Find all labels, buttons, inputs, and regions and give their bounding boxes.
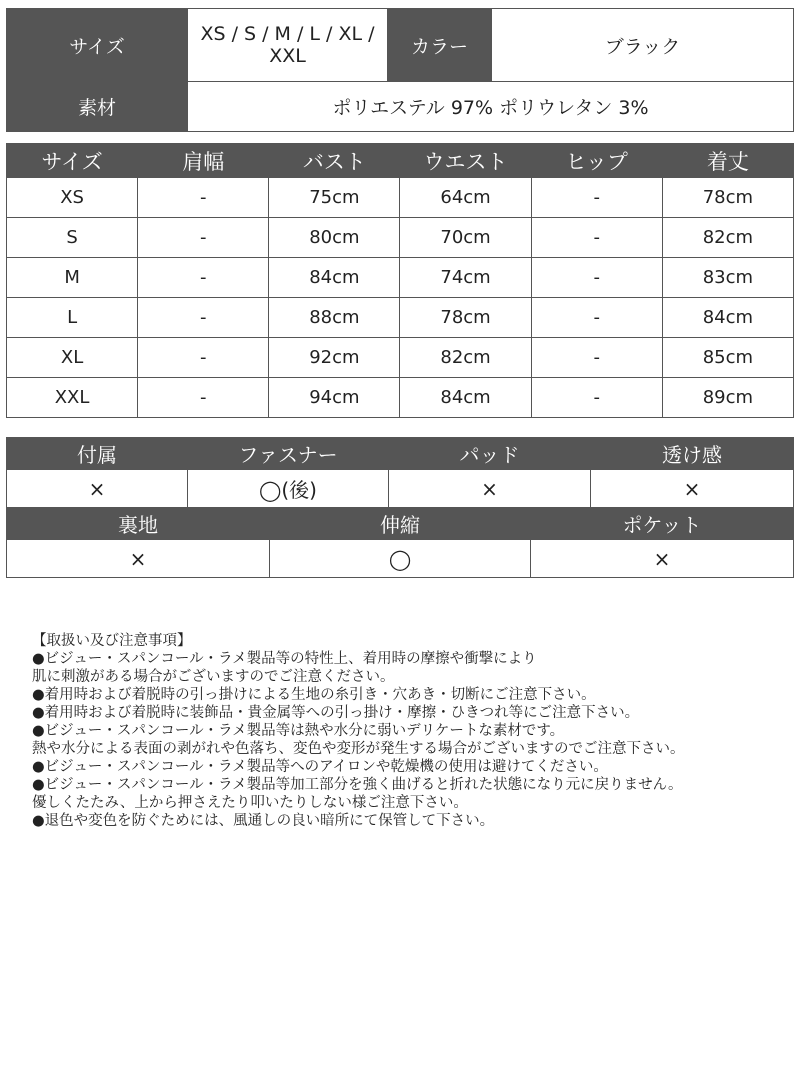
size-header: サイズ bbox=[7, 144, 138, 178]
length-cell: 89cm bbox=[662, 378, 793, 418]
shoulder-cell: - bbox=[138, 378, 269, 418]
size-header: 肩幅 bbox=[138, 144, 269, 178]
length-cell: 82cm bbox=[662, 218, 793, 258]
size-cell: L bbox=[7, 298, 138, 338]
option-value-zipper: ◯(後) bbox=[188, 470, 389, 508]
notes-title: 【取扱い及び注意事項】 bbox=[32, 633, 192, 649]
option-header-sheer: 透け感 bbox=[591, 438, 794, 470]
option-value-pad: × bbox=[389, 470, 591, 508]
options-header-row-2 bbox=[7, 508, 794, 540]
waist-cell: 74cm bbox=[400, 258, 531, 298]
shoulder-cell: - bbox=[138, 298, 269, 338]
table-row bbox=[7, 378, 794, 418]
size-table-header bbox=[7, 144, 794, 178]
hip-cell: - bbox=[531, 258, 662, 298]
size-cell: XL bbox=[7, 338, 138, 378]
color-value: ブラック bbox=[492, 9, 794, 82]
note-line: ●ビジュー・スパンコール・ラメ製品等へのアイロンや乾燥機の使用は避けてください。 bbox=[32, 759, 608, 775]
waist-cell: 64cm bbox=[400, 178, 531, 218]
option-header-zipper: ファスナー bbox=[188, 438, 389, 470]
waist-cell: 78cm bbox=[400, 298, 531, 338]
option-header-pocket: ポケット bbox=[531, 508, 794, 540]
spec-row-material bbox=[7, 82, 794, 132]
size-header: バスト bbox=[269, 144, 400, 178]
note-line: 優しくたたみ、上から押さえたり叩いたりしない様ご注意下さい。 bbox=[32, 795, 468, 811]
note-line: ●ビジュー・スパンコール・ラメ製品等加工部分を強く曲げると折れた状態になり元に戻りません。 bbox=[32, 777, 683, 793]
length-cell: 84cm bbox=[662, 298, 793, 338]
option-value-pocket: × bbox=[531, 540, 794, 578]
size-header: 着丈 bbox=[662, 144, 793, 178]
shoulder-cell: - bbox=[138, 338, 269, 378]
options-header-row-1 bbox=[7, 438, 794, 470]
option-header-accessory: 付属 bbox=[7, 438, 188, 470]
bust-cell: 94cm bbox=[269, 378, 400, 418]
hip-cell: - bbox=[531, 378, 662, 418]
note-line: ●ビジュー・スパンコール・ラメ製品等の特性上、着用時の摩擦や衝撃により bbox=[32, 651, 537, 667]
material-value: ポリエステル 97% ポリウレタン 3% bbox=[188, 82, 794, 132]
material-label: 素材 bbox=[7, 82, 188, 132]
option-value-accessory: × bbox=[7, 470, 188, 508]
length-cell: 85cm bbox=[662, 338, 793, 378]
option-header-lining: 裏地 bbox=[7, 508, 270, 540]
bust-cell: 92cm bbox=[269, 338, 400, 378]
size-header: ウエスト bbox=[400, 144, 531, 178]
options-value-row-2 bbox=[7, 540, 794, 578]
bust-cell: 80cm bbox=[269, 218, 400, 258]
hip-cell: - bbox=[531, 338, 662, 378]
length-cell: 83cm bbox=[662, 258, 793, 298]
hip-cell: - bbox=[531, 178, 662, 218]
note-line: ●退色や変色を防ぐためには、風通しの良い暗所にて保管して下さい。 bbox=[32, 813, 495, 829]
hip-cell: - bbox=[531, 218, 662, 258]
waist-cell: 84cm bbox=[400, 378, 531, 418]
note-line: ●ビジュー・スパンコール・ラメ製品等は熱や水分に弱いデリケートな素材です。 bbox=[32, 723, 565, 739]
shoulder-cell: - bbox=[138, 218, 269, 258]
waist-cell: 82cm bbox=[400, 338, 531, 378]
spec-row-size-color bbox=[7, 9, 794, 82]
size-cell: XXL bbox=[7, 378, 138, 418]
table-row bbox=[7, 258, 794, 298]
bust-cell: 75cm bbox=[269, 178, 400, 218]
shoulder-cell: - bbox=[138, 178, 269, 218]
note-line: 肌に刺激がある場合がございますのでご注意ください。 bbox=[32, 669, 395, 685]
option-value-stretch: ◯ bbox=[270, 540, 531, 578]
spec-table bbox=[6, 8, 794, 132]
length-cell: 78cm bbox=[662, 178, 793, 218]
note-line: ●着用時および着脱時の引っ掛けによる生地の糸引き・穴あき・切断にご注意下さい。 bbox=[32, 687, 596, 703]
waist-cell: 70cm bbox=[400, 218, 531, 258]
shoulder-cell: - bbox=[138, 258, 269, 298]
option-value-sheer: × bbox=[591, 470, 794, 508]
bust-cell: 84cm bbox=[269, 258, 400, 298]
size-cell: XS bbox=[7, 178, 138, 218]
size-cell: S bbox=[7, 218, 138, 258]
color-label: カラー bbox=[388, 9, 492, 82]
size-header: ヒップ bbox=[531, 144, 662, 178]
table-row bbox=[7, 298, 794, 338]
options-table bbox=[6, 437, 794, 578]
size-label: サイズ bbox=[7, 9, 188, 82]
option-header-stretch: 伸縮 bbox=[270, 508, 531, 540]
table-row bbox=[7, 178, 794, 218]
size-table bbox=[6, 143, 794, 418]
option-value-lining: × bbox=[7, 540, 270, 578]
table-row bbox=[7, 218, 794, 258]
option-header-pad: パッド bbox=[389, 438, 591, 470]
note-line: ●着用時および着脱時に装飾品・貴金属等への引っ掛け・摩擦・ひきつれ等にご注意下さい。 bbox=[32, 705, 640, 721]
hip-cell: - bbox=[531, 298, 662, 338]
bust-cell: 88cm bbox=[269, 298, 400, 338]
table-row bbox=[7, 338, 794, 378]
options-value-row-1 bbox=[7, 470, 794, 508]
size-cell: M bbox=[7, 258, 138, 298]
note-line: 熱や水分による表面の剥がれや色落ち、変色や変形が発生する場合がございますのでご注意下さい。 bbox=[32, 741, 685, 757]
care-notes bbox=[32, 632, 792, 830]
size-value: XS / S / M / L / XL / XXL bbox=[188, 9, 388, 82]
